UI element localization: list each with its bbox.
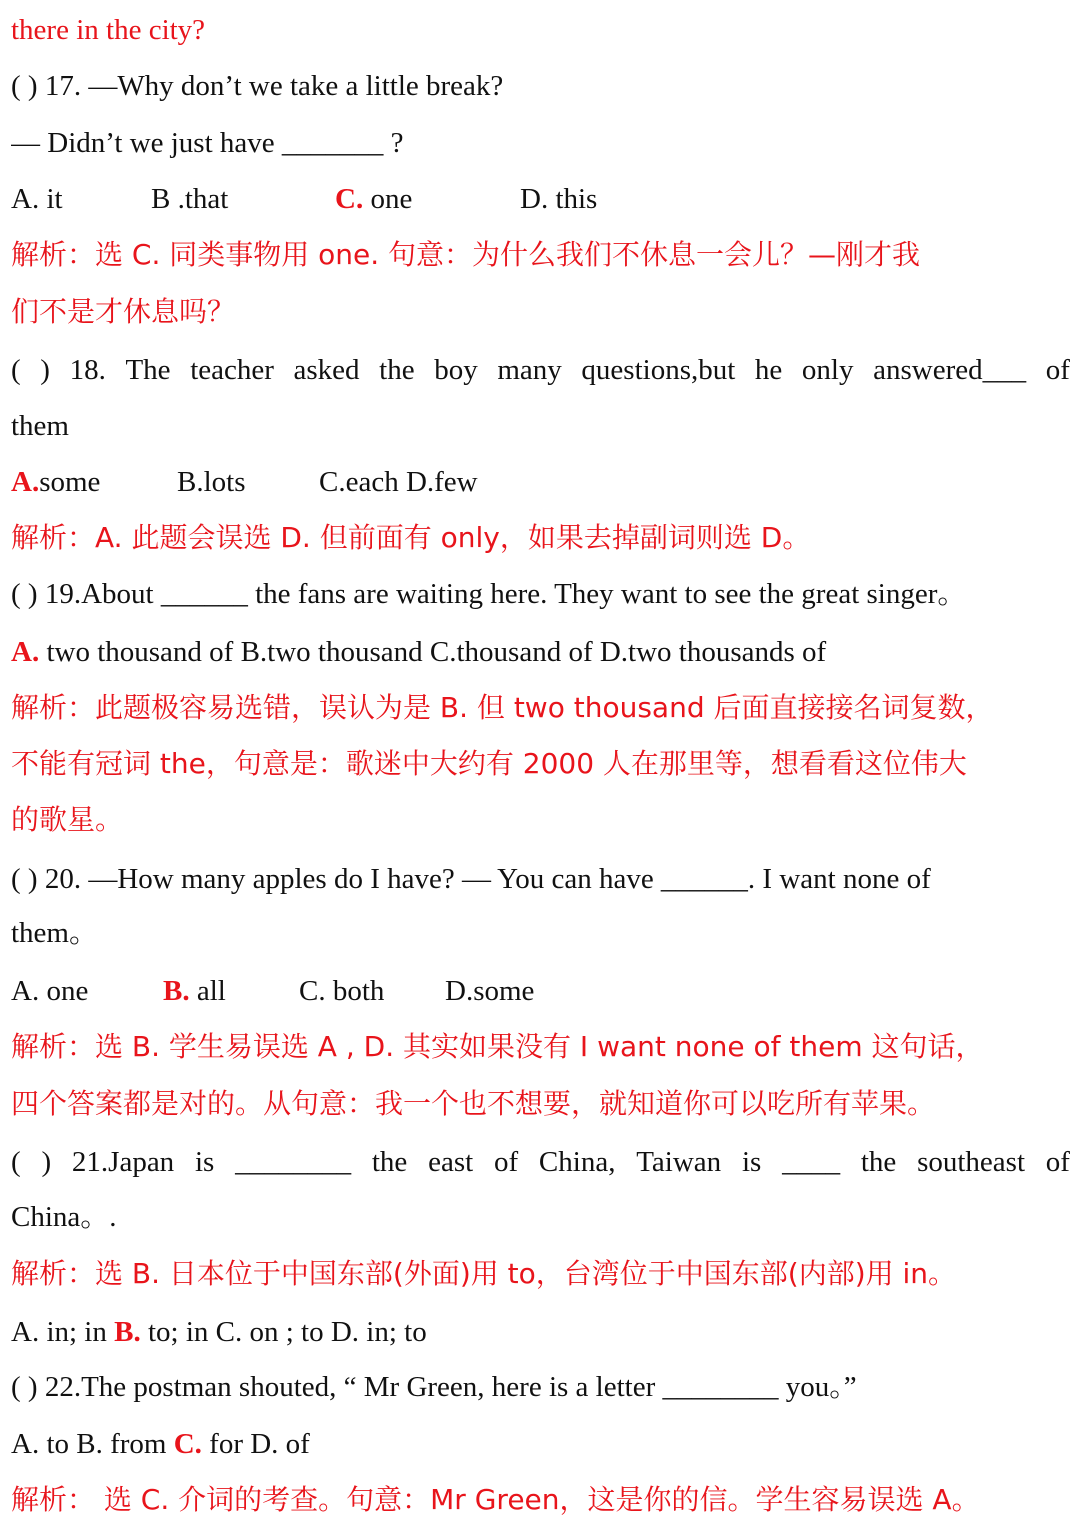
q20-answer-key: B. [163, 975, 190, 1007]
q20-option-a: A. one [11, 975, 89, 1007]
q17-option-c: C. one [335, 183, 413, 215]
q22-options-cd: for D. of [201, 1428, 310, 1460]
q20-stem: ( ) 20. —How many apples do I have? — You can have ______. I want none of [11, 863, 931, 895]
q19-explanation-1: 解析：此题极容易选错，误认为是 B. 但 two thousand 后面直接接名词复数， [11, 691, 994, 724]
q19-options: A. two thousand of B.two thousand C.thousand of D.two thousands of [11, 636, 827, 668]
q19-answer-key: A. [11, 636, 40, 668]
q20-explanation-1: 解析：选 B. 学生易误选 A , D. 其实如果没有 I want none of them 这句话， [11, 1030, 984, 1063]
q21-explanation: 解析：选 B. 日本位于中国东部(外面)用 to，台湾位于中国东部(内部)用 in。 [11, 1257, 957, 1290]
q18-answer-key: A. [11, 466, 40, 498]
q21-stem-2: China。. [11, 1201, 117, 1233]
q18-option-b: B.lots [177, 466, 246, 498]
q18-stem-2: them [11, 410, 69, 442]
q17-explanation-1: 解析：选 C. 同类事物用 one. 句意：为什么我们不休息一会儿？—刚才我 [11, 238, 921, 271]
q19-stem: ( ) 19.About ______ the fans are waiting here. They want to see the great singer。 [11, 578, 967, 610]
q17-stem: ( ) 17. —Why don’t we take a little break? [11, 70, 504, 102]
q20-option-c: C. both [299, 975, 385, 1007]
q22-explanation: 解析： 选 C. 介词的考查。句意：Mr Green，这是你的信。学生容易误选 A。 [11, 1483, 980, 1516]
q21-options-rest: to; in C. on ; to D. in; to [140, 1316, 427, 1348]
q22-options-ab: A. to B. from [11, 1428, 174, 1460]
q21-answer-key: B. [114, 1316, 141, 1348]
q21-stem: ( ) 21.Japan is ________ the east of China, Taiwan is ____ the southeast of [11, 1146, 1070, 1178]
q18-stem: ( ) 18. The teacher asked the boy many questions,but he only answered___ of [11, 354, 1070, 386]
q18-explanation: 解析：A. 此题会误选 D. 但前面有 only，如果去掉副词则选 D。 [11, 521, 811, 554]
q18-options [11, 462, 1070, 502]
q21-options [11, 1312, 1070, 1352]
q22-options [11, 1424, 1070, 1464]
q17-option-d: D. this [520, 183, 598, 215]
q20-explanation-2: 四个答案都是对的。从句意：我一个也不想要，就知道你可以吃所有苹果。 [11, 1087, 936, 1120]
q18-option-a: A.some [11, 466, 101, 498]
q20-option-d: D.some [445, 975, 535, 1007]
q17-option-a: A. it [11, 183, 63, 215]
q17-options [11, 179, 1070, 219]
q16-stem-tail: there in the city? [11, 14, 206, 46]
q22-answer-key: C. [173, 1428, 202, 1460]
q17-answer-key: C. [335, 183, 364, 215]
q22-stem: ( ) 22.The postman shouted, “ Mr Green, here is a letter ________ you。” [11, 1371, 857, 1403]
q19-explanation-3: 的歌星。 [11, 803, 124, 836]
q20-stem-2: them。 [11, 917, 98, 949]
q20-options [11, 971, 1070, 1011]
q19-explanation-2: 不能有冠词 the，句意是：歌迷中大约有 2000 人在那里等，想看看这位伟大 [11, 747, 967, 780]
q17-option-b: B .that [151, 183, 229, 215]
q17-reply: — Didn’t we just have _______ ? [11, 127, 404, 159]
q21-option-a: A. in; in [11, 1316, 115, 1348]
q17-explanation-2: 们不是才休息吗？ [11, 295, 236, 328]
q20-option-b: B. all [163, 975, 226, 1007]
q18-option-cd: C.each D.few [319, 466, 478, 498]
